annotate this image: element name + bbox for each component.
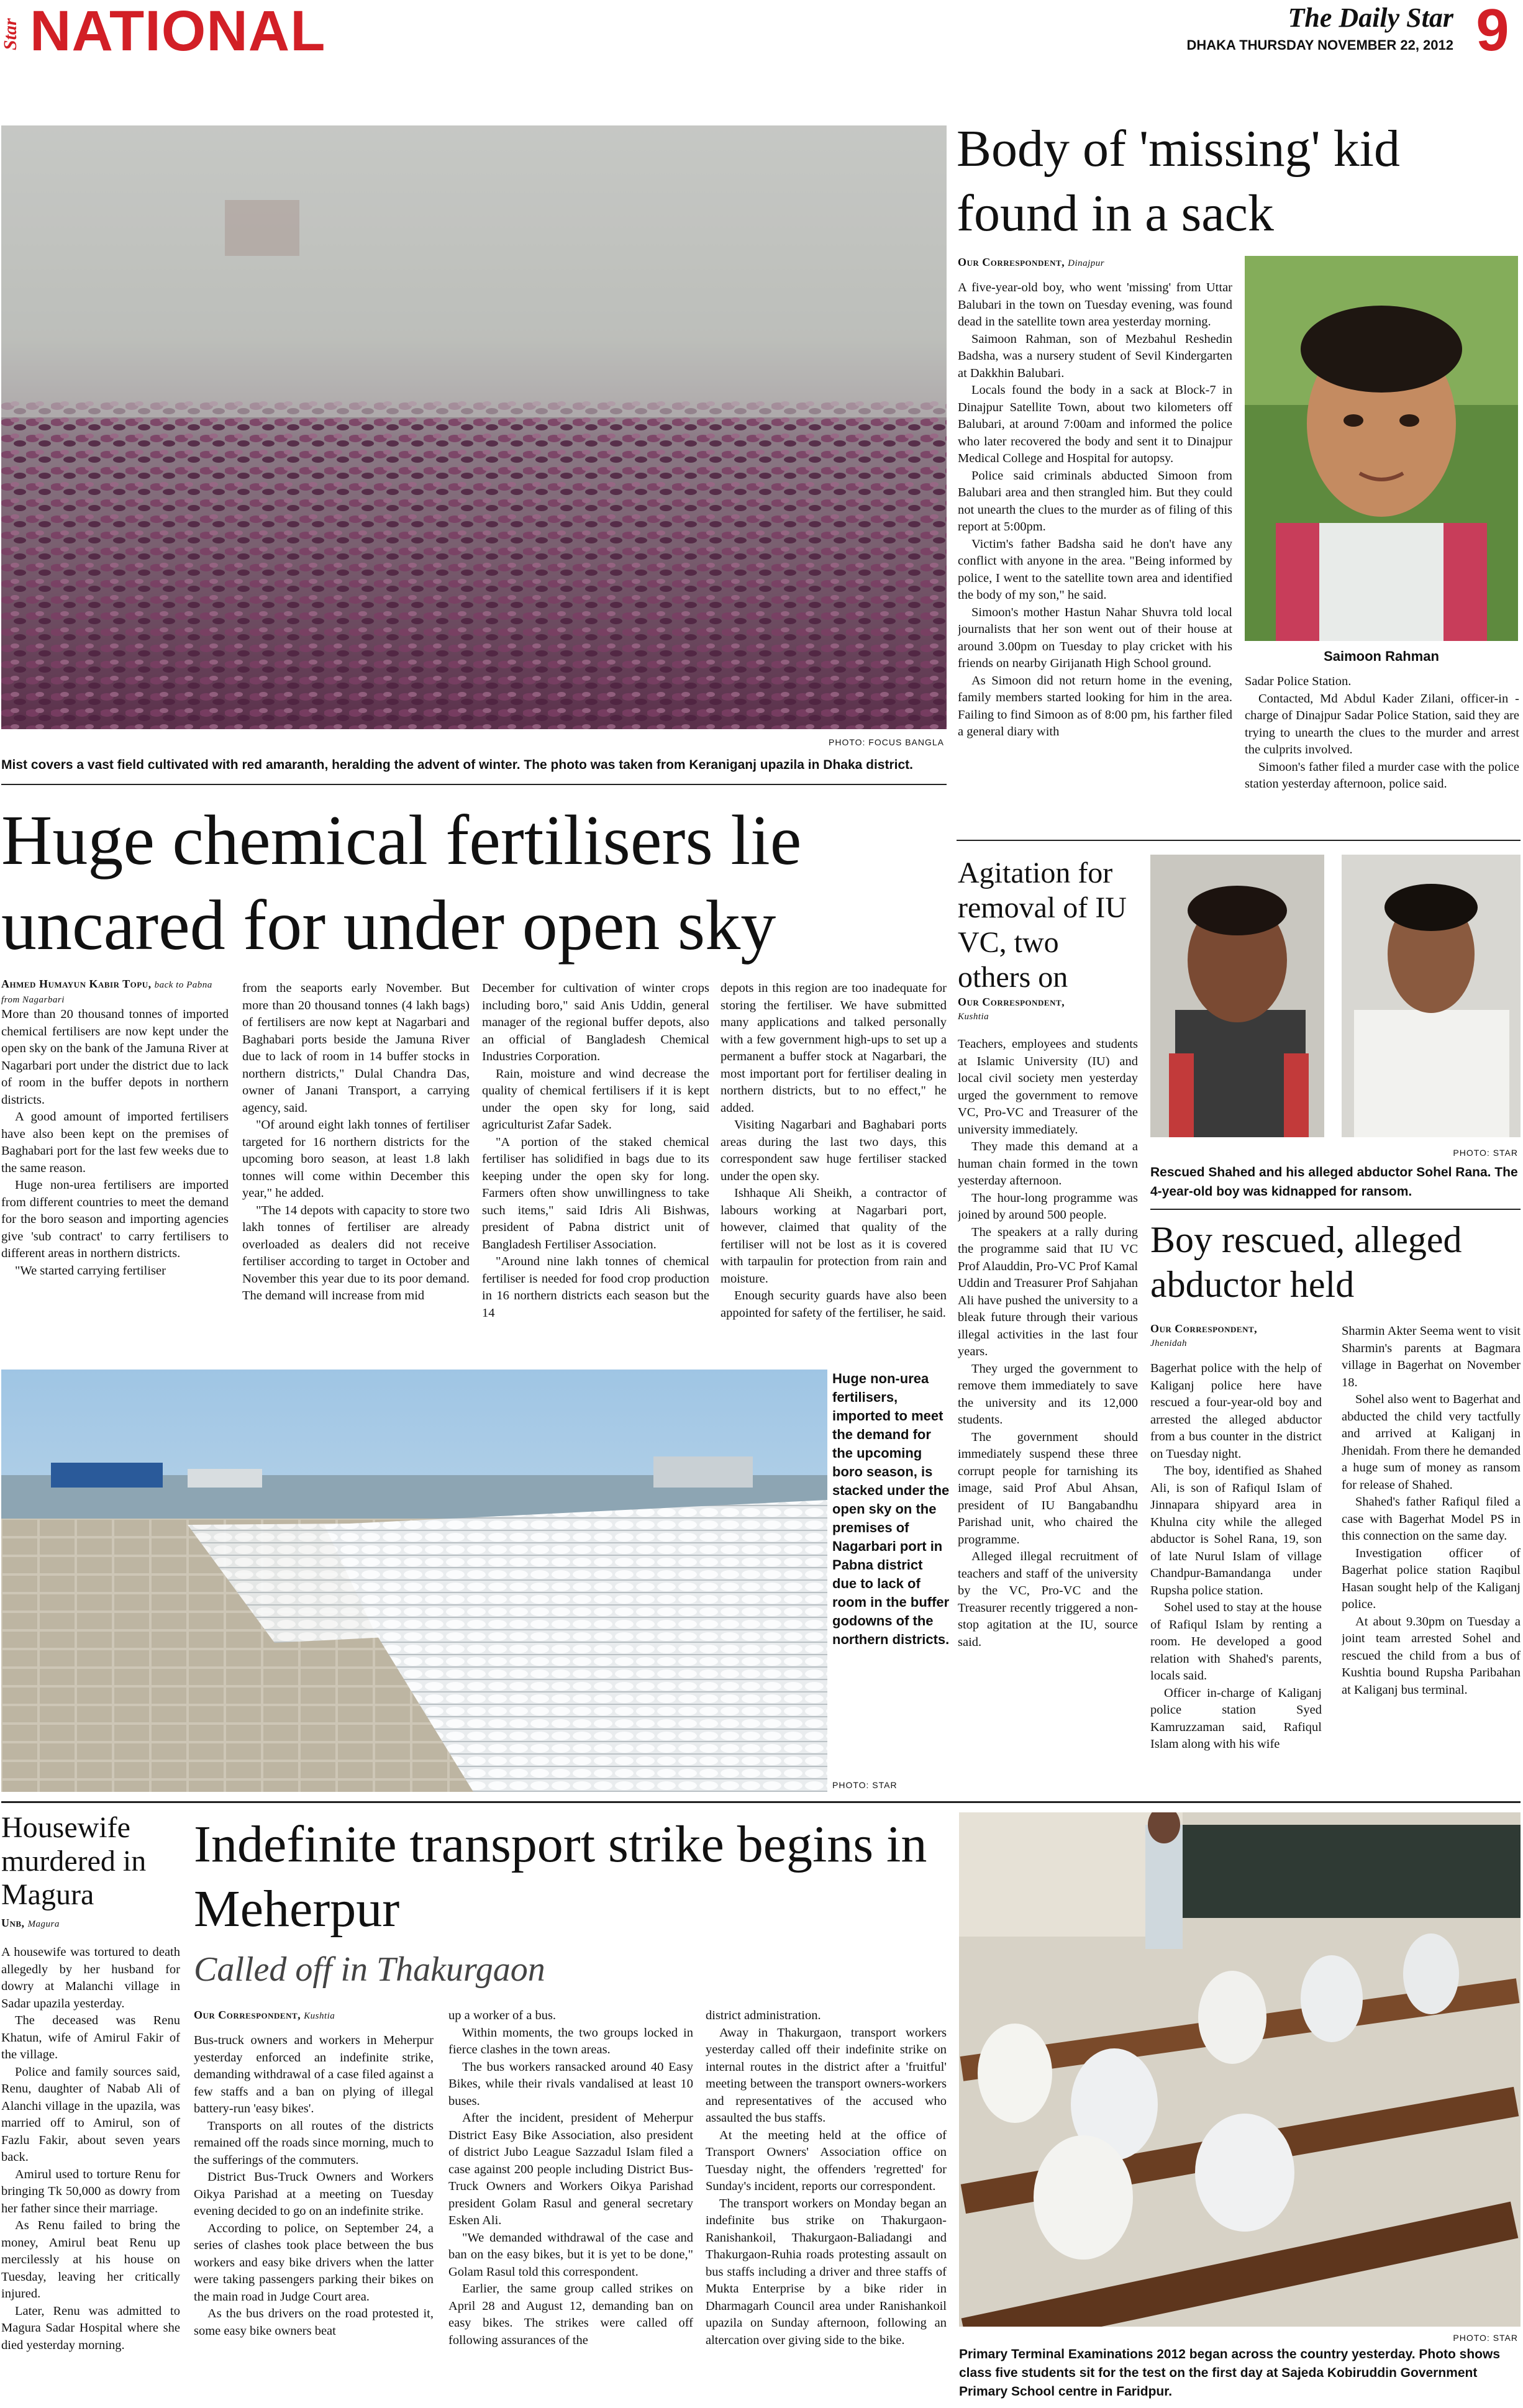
- fertiliser-byline: [1, 977, 231, 1007]
- byline-place: back to Pabna from Nagarbari: [1, 980, 212, 1005]
- kid-byline: [958, 256, 1206, 269]
- fertiliser-photo-credit: PHOTO: STAR: [832, 1780, 898, 1790]
- paragraph: Later, Renu was admitted to Magura Sadar Hospital where she died yesterday morning.: [1, 2304, 180, 2352]
- paragraph: As Simoon did not return home in the evening, family members started looking for him in the area. Failing to find Simoon as of 8:00 pm, his farther filed a general diary with: [958, 673, 1232, 738]
- shahed-photo: [1150, 855, 1324, 1137]
- fertiliser-col-3: [482, 980, 709, 1366]
- saimoon-photo-caption: Saimoon Rahman: [1324, 648, 1439, 664]
- paragraph: Investigation officer of Bagerhat police station Raqibul Hasan sought help of the Kaliganj police.: [1342, 1546, 1521, 1611]
- fertiliser-stack-photo: [1, 1370, 827, 1792]
- paragraph: Bagerhat police with the help of Kaliganj police here have rescued a four-year-old boy and arrested the alleged abductor from a bus counter in the district on Tuesday night.: [1150, 1361, 1322, 1461]
- strike-col-1: [194, 2032, 434, 2407]
- fertiliser-col-4: [721, 980, 947, 1366]
- paragraph: The speakers at a rally during the programme said that IU VC Prof Alauddin, Pro-VC Prof Kamal Uddin and Treasurer Prof Sahjahan Ali have pushed the university to a bleak future through their various illegal activities in the last four years.: [958, 1225, 1138, 1358]
- byline-place: Magura: [27, 1919, 60, 1929]
- rescue-photo-caption: Rescued Shahed and his alleged abductor Sohel Rana. The 4-year-old boy was kidnapped for ransom.: [1150, 1165, 1518, 1199]
- rescue-photo-credit: PHOTO: STAR: [1453, 1148, 1518, 1158]
- paragraph: They made this demand at a human chain formed in the town yesterday afternoon.: [958, 1140, 1138, 1188]
- exam-classroom-photo: [959, 1812, 1521, 2327]
- strike-col-3: [706, 2007, 947, 2407]
- paragraph: Transports on all routes of the districts remained off the roads since morning, much to the sufferings of the commuters.: [194, 2119, 434, 2167]
- fertiliser-headline: Huge chemical fertilisers lie uncared for under open sky: [1, 801, 802, 965]
- section-title: NATIONAL: [30, 0, 326, 63]
- paragraph: At about 9.30pm on Tuesday a joint team arrested Sohel and rescued the child from a bus of Kushtia bound Rupsha Paribahan at Kaliganj bus terminal.: [1342, 1614, 1521, 1697]
- paragraph: Within moments, the two groups locked in fierce clashes in the town areas.: [448, 2025, 693, 2056]
- paragraph: Contacted, Md Abdul Kader Zilani, officer-in -charge of Dinajpur Sadar Police Station, said they are trying to unearth the clues to the murder and arrest the culprits involved.: [1245, 691, 1519, 756]
- star-logo: Star: [0, 18, 20, 50]
- paragraph: Ishhaque Ali Sheikh, a contractor of labours working at Nagarbari port, however, claimed that quality of the fertiliser will not be lost as it is covered with tarpaulin for protection from rain and moisture.: [721, 1186, 947, 1286]
- paragraph: Enough security guards have also been appointed for safety of the fertiliser, he said.: [721, 1289, 947, 1320]
- paragraph: "We demanded withdrawal of the case and ban on the easy bikes, but it is yet to be done," Golam Rasul told this correspondent.: [448, 2230, 693, 2279]
- paragraph: from the seaports early November. But more than 20 thousand tonnes (4 lakh bags) of fertilisers are now kept at Nagarbari and Baghabari ports beside the Jamuna River due to lack of room in 14 buffer stocks in northern districts," Dulal Chandra Das, owner of Janani Transport, a carrying agency, said.: [242, 981, 470, 1115]
- strike-col-2: [448, 2007, 693, 2407]
- paragraph: Earlier, the same group called strikes on April 28 and August 12, demanding ban on easy bikes. The strikes were called off following assurances of the: [448, 2282, 693, 2347]
- kid-headline: Body of 'missing' kid found in a sack: [957, 120, 1400, 242]
- kid-bottom-rule: [957, 840, 1521, 841]
- byline-name: Unb,: [1, 1917, 25, 1929]
- byline-name: Ahmed Humayun Kabir Topu,: [1, 978, 152, 990]
- paragraph: A five-year-old boy, who went 'missing' from Uttar Balubari in the town on Tuesday evening, was found dead in the satellite town area yesterday morning.: [958, 281, 1232, 329]
- rescue-headline: Boy rescued, alleged abductor held: [1150, 1219, 1462, 1305]
- paragraph: Teachers, employees and students at Islamic University (IU) and local civil society men yesterday urged the government to remove VC, Pro-VC and Treasurer of the university immediately.: [958, 1037, 1138, 1137]
- paragraph: Simoon's father filed a murder case with the police station yesterday afternoon, police said.: [1245, 760, 1519, 791]
- paragraph: The government should immediately suspend these three corrupt people for tarnishing its image, said Prof Abul Ahsan, president of IU Bangabandhu Parishad unit, who chaired the programme.: [958, 1430, 1138, 1547]
- paragraph: depots in this region are too inadequate for storing the fertiliser. We have submitted many applications and talked personally with a few government high-ups to set up a permanent a buffer stock at Nagarbari, the most important port for fertiliser dealing in northern districts, but to no effect," he added.: [721, 981, 947, 1115]
- strike-headline: Indefinite transport strike begins in Meherpur: [194, 1815, 927, 1938]
- saimoon-portrait-photo: [1245, 256, 1518, 641]
- strike-byline: [194, 2009, 442, 2022]
- paragraph: Visiting Nagarbari and Baghabari ports areas during the last two days, this correspondent saw huge fertiliser stacked under the open sky.: [721, 1118, 947, 1183]
- housewife-byline: [1, 1917, 181, 1930]
- paragraph: Shahed's father Rafiqul filed a case with Bagerhat Model PS in this connection on the same day.: [1342, 1495, 1521, 1543]
- byline-place: Kushtia: [304, 2011, 335, 2021]
- exam-photo-caption: Primary Terminal Examinations 2012 began across the country yesterday. Photo shows class five students sit for the test on the first day at Sajeda Kobiruddin Government Primary School centre in Faridpur.: [959, 2347, 1501, 2399]
- paragraph: The hour-long programme was joined by around 500 people.: [958, 1191, 1138, 1222]
- paragraph: Sadar Police Station.: [1245, 675, 1352, 688]
- fertiliser-col-1: [1, 1006, 229, 1366]
- agitation-body: [958, 1036, 1138, 1794]
- paragraph: Bus-truck owners and workers in Meherpur yesterday enforced an indefinite strike, demanding withdrawal of a case filed against a few staffs and a ban on plying of illegal battery-run 'easy bikes'.: [194, 2033, 434, 2115]
- paragraph: A housewife was tortured to death allegedly by her husband for dowry at Malanchi village in Sadar upazila yesterday.: [1, 1945, 180, 2010]
- paragraph: More than 20 thousand tonnes of imported chemical fertilisers are now kept under the open sky on the bank of the Jamuna River at Nagarbari port under the district due to lack of room in the buffer depots in northern districts.: [1, 1007, 229, 1107]
- byline-name: Our Correspondent,: [958, 256, 1065, 268]
- byline-name: Our Correspondent,: [1150, 1322, 1258, 1335]
- paragraph: "The 14 depots with capacity to store two lakh tonnes of fertiliser are already overloaded as dealers did not receive fertiliser according to target in October and November this year due to its poor demand. The demand will increase from mid: [242, 1203, 470, 1302]
- paragraph: Huge non-urea fertilisers are imported from different countries to meet the demand for the boro season and importing agencies give 'sub contract' to carry fertilisers to different areas in northern districts.: [1, 1178, 229, 1260]
- paragraph: The deceased was Renu Khatun, wife of Amirul Fakir of the village.: [1, 2014, 180, 2061]
- paragraph: "Of around eight lakh tonnes of fertiliser targeted for 16 northern districts for the upcoming boro season, at least 1.8 lakh tonnes will come within December this year," he added.: [242, 1118, 470, 1200]
- exam-photo-credit: PHOTO: STAR: [1453, 2333, 1518, 2343]
- agitation-headline: Agitation for removal of IU VC, two others on: [958, 856, 1127, 994]
- amaranth-field-photo: [1, 125, 947, 729]
- paragraph: District Bus-Truck Owners and Workers Oikya Parishad at a meeting on Tuesday evening decided to go on an indefinite strike.: [194, 2170, 434, 2218]
- paragraph: Sohel used to stay at the house of Rafiqul Islam by renting a room. He developed a good relation with Shahed's parents, locals said.: [1150, 1601, 1322, 1683]
- paragraph: Amirul used to torture Renu for bringing Tk 50,000 as dowry from her father since their marriage.: [1, 2167, 180, 2215]
- paragraph: As Renu failed to bring the money, Amirul beat Renu up mercilessly at his house on Tuesday, leaving her critically injured.: [1, 2219, 180, 2301]
- fertiliser-col-2: [242, 980, 470, 1366]
- byline-place: Dinajpur: [1068, 258, 1105, 268]
- rescue-col-2: [1342, 1323, 1521, 1794]
- strike-subhead: Called off in Thakurgaon: [194, 1950, 545, 1989]
- paragraph: "Around nine lakh tonnes of chemical fertiliser is needed for food crop production in 16 northern districts each season but the 14: [482, 1255, 709, 1320]
- sohel-photo: [1342, 855, 1521, 1137]
- paragraph: Locals found the body in a sack at Block-7 in Dinajpur Satellite Town, about two kilometers off Balubari, at around 7:00am and informed the police who later recovered the body and sent it to Dinajpur Medical College and Hospital for autopsy.: [958, 383, 1232, 465]
- rescue-col-1: [1150, 1360, 1322, 1794]
- paragraph: Alleged illegal recruitment of teachers and staff of the university by the VC, Pro-VC and the Treasurer recently triggered a non-stop agitation at the IU, source said.: [958, 1550, 1138, 1649]
- paragraph: Rain, moisture and wind decrease the quality of chemical fertilisers if it is kept under the open sky for long, said agriculturist Zafar Sadek.: [482, 1066, 709, 1132]
- byline-place: Kushtia: [958, 1012, 989, 1022]
- paragraph: Sharmin Akter Seema went to visit Sharmin's parents at Bagmara village in Bagerhat on November 18.: [1342, 1324, 1521, 1389]
- paragraph: At the meeting held at the office of Transport Owners' Association office on Tuesday night, the offenders 'regretted' for Sunday's incident, reports our correspondent.: [706, 2128, 947, 2193]
- paragraph: Sohel also went to Bagerhat and abducted the child very tactfully and arrived at Kaliganj in Jhenidah. From there he demanded a huge sum of money as ransom for release of Shahed.: [1342, 1393, 1521, 1492]
- byline-name: Our Correspondent,: [958, 996, 1065, 1008]
- paragraph: district administration.: [706, 2009, 821, 2022]
- paragraph: The boy, identified as Shahed Ali, is son of Rafiqul Islam of Jinnapara shipyard area in Khulna city while the alleged abductor is Sohel Rana, 19, son of late Nurul Islam of village Chandpur-Bamandanga under Rupsha police station.: [1150, 1464, 1322, 1597]
- agitation-byline: [958, 995, 1138, 1024]
- dateline: DHAKA THURSDAY NOVEMBER 22, 2012: [1186, 37, 1453, 53]
- fertiliser-photo-caption: Huge non-urea fertilisers, imported to meet the demand for the upcoming boro season, is stacked under the open sky on the premises of Nagarbari port in Pabna district due to lack of room in the buffer godowns of the northern districts.: [832, 1371, 950, 1647]
- paragraph: As the bus drivers on the road protested it, some easy bike owners beat: [194, 2307, 434, 2338]
- paragraph: According to police, on September 24, a series of clashes took place between the bus workers and easy bike drivers when the latter were taking passengers parking their bikes on the main road in Judge Court area.: [194, 2221, 434, 2304]
- page-number: 9: [1476, 0, 1509, 63]
- paragraph: Saimoon Rahman, son of Mezbahul Reshedin Badsha, was a nursery student of Sevil Kindergarten at Dakkhin Balubari.: [958, 332, 1232, 380]
- kid-col-1: [958, 279, 1232, 834]
- paragraph: Away in Thakurgaon, transport workers yesterday called off their indefinite strike on internal routes in the district after a 'fruitful' meeting between the transport owners-workers and representatives of the accused who assaulted the bus staffs.: [706, 2025, 947, 2125]
- paragraph: The transport workers on Monday began an indefinite bus strike on Thakurgaon-Ranishankoil, Thakurgaon-Baliadangi and Thakurgaon-Ruhia roads protesting assault on bus staffs including a driver and three staffs of Mukta Enterprise by a bike rider in Dharmagarh Council area under Ranishankoil upazila on Sunday afternoon, following an altercation over giving side to the bike.: [706, 2196, 947, 2347]
- paragraph: Police said criminals abducted Simoon from Balubari area and then strangled him. But they could not unearth the clues to the murder as of filing of this report at 5:00pm.: [958, 468, 1232, 534]
- byline-name: Our Correspondent,: [194, 2009, 301, 2021]
- paragraph: After the incident, president of Meherpur District Easy Bike Association, also president of district Jubo League Sazzadul Islam filed a case against 200 people including District Bus-Truck Owners and Workers Oikya Parishad president Golam Rasul and general secretary Esken Ali.: [448, 2111, 693, 2227]
- top-photo-caption: Mist covers a vast field cultivated with red amaranth, heralding the advent of winter. The photo was taken from Keraniganj upazila in Dhaka district.: [1, 758, 913, 772]
- top-photo-credit: PHOTO: FOCUS BANGLA: [829, 737, 944, 747]
- paragraph: Officer in-charge of Kaliganj police station Syed Kamruzzaman said, Rafiqul Islam along with his wife: [1150, 1686, 1322, 1751]
- paragraph: "We started carrying fertiliser: [15, 1263, 166, 1278]
- paragraph: Police and family sources said, Renu, daughter of Nabab Ali of Alanchi village in the upazila, was married off to Amirul, son of Fazlu Fakir, about seven years back.: [1, 2065, 180, 2164]
- paragraph: A good amount of imported fertilisers have also been kept on the premises of Baghabari port for the last few weeks due to the same reason.: [1, 1110, 229, 1175]
- paragraph: "A portion of the staked chemical fertiliser has solidified in bags due to its keeping under the open sky for long. Farmers often show unwillingness to take such items," said Idris Ali Bishwas, president of Pabna district unit of Bangladesh Fertiliser Association.: [482, 1135, 709, 1252]
- rescue-caption-rule: [1150, 1209, 1521, 1210]
- paragraph: Victim's father Badsha said he don't have any conflict with anyone in the area. "Being informed by police, I went to the satellite town area and identified the body of my son," he said.: [958, 537, 1232, 602]
- caption-rule: [1, 784, 947, 785]
- paragraph: Simoon's mother Hastun Nahar Shuvra told local journalists that her son went out of their house at around 3.00pm on Tuesday to play cricket with his friends on nearby Girijanath High School ground.: [958, 605, 1232, 670]
- paragraph: The bus workers ransacked around 40 Easy Bikes, while their rivals vandalised at least 10 buses.: [448, 2060, 693, 2108]
- paragraph: December for cultivation of winter crops including boro," said Anis Uddin, general manager of the regional buffer depots, also an official of Bangladesh Chemical Industries Corporation.: [482, 981, 709, 1063]
- mid-page-rule: [1, 1801, 1521, 1803]
- housewife-body: [1, 1944, 180, 2405]
- paragraph: up a worker of a bus.: [448, 2009, 557, 2022]
- housewife-headline: Housewife murdered in Magura: [1, 1811, 147, 1911]
- paragraph: They urged the government to remove them immediately to save the university and its 12,000 students.: [958, 1361, 1138, 1427]
- rescue-byline: [1150, 1322, 1322, 1350]
- masthead: [0, 0, 1523, 68]
- byline-place: Jhenidah: [1150, 1338, 1187, 1348]
- paper-name: The Daily Star: [1288, 2, 1453, 33]
- kid-col-2: [1245, 673, 1519, 836]
